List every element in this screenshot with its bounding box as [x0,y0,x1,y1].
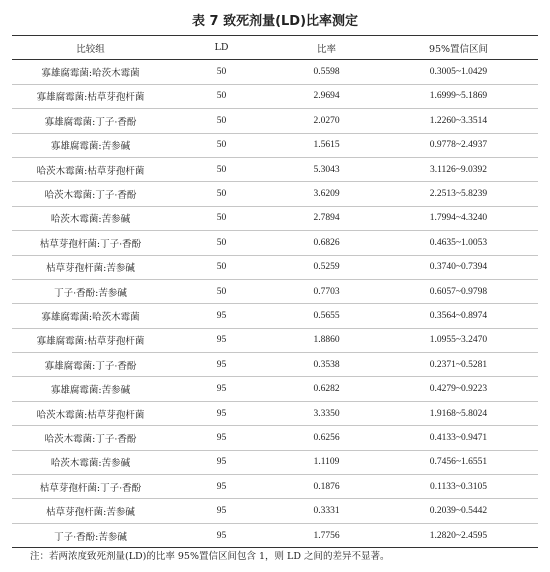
confidence-interval-cell: 0.4635~1.0053 [379,231,538,255]
table-row [12,182,538,206]
comparison-group-cell: 枯草芽孢杆菌:丁子·香酚 [12,475,169,499]
table-row [12,255,538,279]
ratio-cell: 3.6209 [274,182,379,206]
table-row [12,353,538,377]
ld-cell: 95 [169,450,274,474]
ratio-cell: 1.5615 [274,133,379,157]
comparison-group-cell: 寡雄腐霉菌:枯草芽孢杆菌 [12,84,169,108]
ld-cell: 95 [169,426,274,450]
table-row [12,279,538,303]
ld-cell: 50 [169,109,274,133]
ld-cell: 95 [169,401,274,425]
comparison-group-cell: 哈茨木霉菌:枯草芽孢杆菌 [12,157,169,181]
confidence-interval-cell: 0.3740~0.7394 [379,255,538,279]
comparison-group-cell: 寡雄腐霉菌:丁子·香酚 [12,109,169,133]
comparison-group-cell: 寡雄腐霉菌:哈茨木霉菌 [12,304,169,328]
ratio-cell: 3.3350 [274,401,379,425]
comparison-group-cell: 寡雄腐霉菌:苦参碱 [12,133,169,157]
confidence-interval-cell: 1.7994~4.3240 [379,206,538,230]
comparison-group-cell: 丁子·香酚:苦参碱 [12,279,169,303]
ratio-cell: 0.3331 [274,499,379,523]
ld-cell: 95 [169,328,274,352]
ld-ratio-table [12,35,538,548]
comparison-group-cell: 枯草芽孢杆菌:苦参碱 [12,255,169,279]
ld-cell: 50 [169,133,274,157]
ratio-cell: 2.0270 [274,109,379,133]
ratio-cell: 2.7894 [274,206,379,230]
confidence-interval-cell: 1.0955~3.2470 [379,328,538,352]
ratio-cell: 5.3043 [274,157,379,181]
ratio-cell: 0.1876 [274,475,379,499]
comparison-group-cell: 枯草芽孢杆菌:苦参碱 [12,499,169,523]
ratio-cell: 2.9694 [274,84,379,108]
confidence-interval-cell: 1.2260~3.3514 [379,109,538,133]
ratio-cell: 0.6256 [274,426,379,450]
confidence-interval-cell: 0.6057~0.9798 [379,279,538,303]
comparison-group-cell: 丁子·香酚:苦参碱 [54,531,127,543]
ratio-cell: 0.5259 [274,255,379,279]
ld-cell: 50 [169,84,274,108]
comparison-group-cell: 寡雄腐霉菌:枯草芽孢杆菌 [12,328,169,352]
table-row [12,377,538,401]
header-row [12,36,538,60]
table-row [12,499,538,523]
ld-cell: 50 [169,60,274,84]
table-row [12,133,538,157]
ld-cell: 50 [169,157,274,181]
confidence-interval-cell: 0.2039~0.5442 [379,499,538,523]
table-title: 表 7 致死剂量(LD)比率测定 [191,14,359,29]
ratio-cell: 1.8860 [274,328,379,352]
confidence-interval-cell: 0.4133~0.9471 [379,426,538,450]
comparison-group-cell: 哈茨木霉菌:丁子·香酚 [12,182,169,206]
table-row [12,426,538,450]
ld-cell: 50 [169,206,274,230]
ld-cell: 50 [169,182,274,206]
column-header-ratio: 比率 [274,36,379,60]
confidence-interval-cell: 1.9168~5.8024 [379,401,538,425]
comparison-group-cell: 枯草芽孢杆菌:丁子·香酚 [12,231,169,255]
table-row [12,401,538,425]
column-header-ld: LD [169,36,274,60]
comparison-group-cell: 寡雄腐霉菌:苦参碱 [12,377,169,401]
confidence-interval-cell: 0.2371~0.5281 [379,353,538,377]
comparison-group-cell: 寡雄腐霉菌:哈茨木霉菌 [12,60,169,84]
ld-cell: 95 [169,475,274,499]
ld-cell: 95 [169,304,274,328]
ratio-cell: 1.7756 [313,530,340,541]
confidence-interval-cell: 0.4279~0.9223 [379,377,538,401]
table-body [12,60,538,548]
confidence-interval-cell: 0.3564~0.8974 [379,304,538,328]
confidence-interval-cell: 0.1133~0.3105 [379,475,538,499]
confidence-interval-cell: 3.1126~9.0392 [379,157,538,181]
table-row [12,475,538,499]
ratio-cell: 0.5655 [274,304,379,328]
comparison-group-cell: 哈茨木霉菌:苦参碱 [12,206,169,230]
comparison-group-cell: 寡雄腐霉菌:丁子·香酚 [12,353,169,377]
table-row [12,231,538,255]
ratio-cell: 0.3538 [274,353,379,377]
column-header-ci: 95%置信区间 [379,36,538,60]
comparison-group-cell: 哈茨木霉菌:枯草芽孢杆菌 [12,401,169,425]
table-row [12,450,538,474]
confidence-interval-cell: 2.2513~5.8239 [379,182,538,206]
table-row [12,328,538,352]
ld-cell: 50 [169,231,274,255]
comparison-group-cell: 哈茨木霉菌:丁子·香酚 [12,426,169,450]
confidence-interval-cell: 1.6999~5.1869 [379,84,538,108]
table-row [12,523,538,547]
table-row [12,304,538,328]
confidence-interval-cell: 1.2820~2.4595 [429,530,488,541]
ld-cell: 95 [169,499,274,523]
ratio-cell: 0.6282 [274,377,379,401]
confidence-interval-cell: 0.9778~2.4937 [379,133,538,157]
table-row [12,109,538,133]
ld-cell: 95 [169,353,274,377]
ratio-cell: 1.1109 [274,450,379,474]
confidence-interval-cell: 0.3005~1.0429 [379,60,538,84]
table-row [12,157,538,181]
table-row [12,84,538,108]
ratio-cell: 0.7703 [274,279,379,303]
table-footnote: 注：若两浓度致死剂量(LD)的比率 95%置信区间包含 1，则 LD 之间的差异不显著。 [30,551,390,562]
table-row [12,206,538,230]
table-row [12,60,538,84]
ld-cell: 50 [169,279,274,303]
comparison-group-cell: 哈茨木霉菌:苦参碱 [12,450,169,474]
ld-cell: 50 [169,255,274,279]
column-header-group: 比较组 [12,36,169,60]
ratio-cell: 0.6826 [274,231,379,255]
ld-cell: 95 [169,377,274,401]
ld-cell: 95 [216,530,227,541]
ratio-cell: 0.5598 [274,60,379,84]
confidence-interval-cell: 0.7456~1.6551 [379,450,538,474]
